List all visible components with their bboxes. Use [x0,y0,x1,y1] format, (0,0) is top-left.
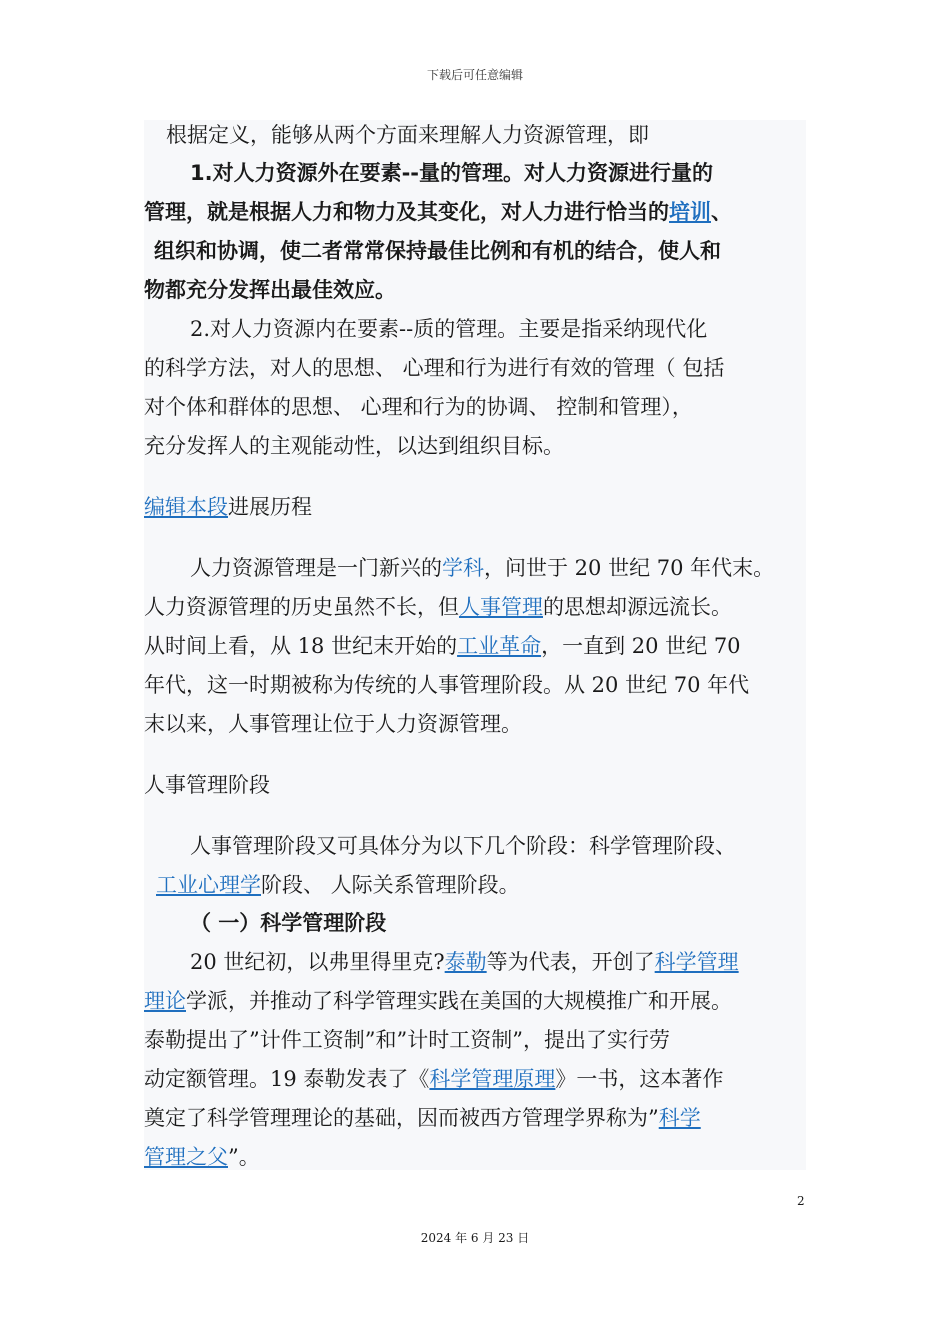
paragraph-line-bold [190,158,713,188]
paragraph-line-bold [154,236,721,266]
text: 奠定了科学管理理论的基础，因而被西方管理学界称为” [144,1106,659,1130]
paragraph-line [144,592,732,622]
text: ，问世于 20 世纪 70 年代末。 [484,556,775,580]
link-peixun[interactable]: 培训 [669,200,711,224]
text: 根据定义，能够从两个方面来理解人力资源管理，即 [166,123,649,147]
paragraph-line [144,1025,670,1055]
text: 末以来，人事管理让位于人力资源管理。 [144,712,522,736]
text: 的科学方法，对人的思想、 心理和行为进行有效的管理（ 包括 [144,356,725,380]
paragraph-line-bold [144,197,732,227]
paragraph-line [144,1142,260,1172]
text: 2.对人力资源内在要素--质的管理。主要是指采纳现代化 [190,317,708,341]
text: 阶段、 人际关系管理阶段。 [261,873,520,897]
paragraph-line [144,631,741,661]
paragraph-line [144,353,724,383]
link-kexue-guanli[interactable]: 科学管理 [654,950,739,974]
paragraph-line [144,709,522,739]
link-guanli-zhi-fu[interactable]: 管理之父 [144,1145,228,1169]
text: 1.对人力资源外在要素--量的管理。对人力资源进行量的 [190,161,714,185]
paragraph-line [144,670,749,700]
text: 人力资源管理是一门新兴的 [190,556,442,580]
paragraph-line [190,314,707,344]
subsection-heading: （ 一）科学管理阶段 [190,911,387,935]
section-heading: 人事管理阶段 [144,773,270,797]
text: 动定额管理。19 泰勒发表了《 [144,1067,430,1091]
link-gongye-xinlixue[interactable]: 工业心理学 [156,873,261,897]
link-renshi-guanli[interactable]: 人事管理 [459,595,543,619]
text: 、 [711,200,732,224]
text: 年代，这一时期被称为传统的人事管理阶段。从 20 世纪 70 年代 [144,673,750,697]
text: 管理，就是根据人力和物力及其变化，对人力进行恰当的 [144,200,669,224]
paragraph-line [144,1103,701,1133]
text: 20 世纪初，以弗里得里克? [190,950,445,974]
link-xueke[interactable]: 学科 [442,556,484,580]
link-gongye-geming[interactable]: 工业革命 [457,634,542,658]
paragraph-line [166,120,649,150]
text: 从时间上看，从 18 世纪末开始的 [144,634,458,658]
text: 组织和协调，使二者常常保持最佳比例和有机的结合，使人和 [154,239,721,263]
page-footer-date: 2024 年 6 月 23 日 [420,1231,530,1245]
text: 泰勒提出了”计件工资制”和”计时工资制”，提出了实行劳 [144,1028,670,1052]
text: 》一书，这本著作 [555,1067,724,1091]
paragraph-line-bold [144,275,396,305]
link-lilun[interactable]: 理论 [144,989,186,1013]
section-heading [144,492,312,522]
text: 充分发挥人的主观能动性，以达到组织目标。 [144,434,564,458]
text: 学派，并推动了科学管理实践在美国的大规模推广和开展。 [186,989,732,1013]
link-kexue[interactable]: 科学 [658,1106,701,1130]
text: 人力资源管理的历史虽然不长，但 [144,595,459,619]
edit-section-link[interactable]: 编辑本段 [144,495,228,519]
paragraph-line [144,986,732,1016]
heading-text: 进展历程 [228,495,312,519]
paragraph-line [144,392,693,422]
text: ”。 [228,1145,260,1169]
paragraph-line [156,870,520,900]
text: ，一直到 20 世纪 70 [541,634,741,658]
page-header: 下载后可任意编辑 [426,68,523,82]
paragraph-line [190,553,774,583]
paragraph-line [190,947,739,977]
link-kexue-guanli-yuanli[interactable]: 科学管理原理 [429,1067,556,1091]
text: 等为代表，开创了 [486,950,655,974]
paragraph-line [144,1064,723,1094]
text: 的思想却源远流长。 [543,595,732,619]
text: 物都充分发挥出最佳效应。 [144,278,396,302]
document-body [144,120,806,1170]
text: 对个体和群体的思想、 心理和行为的协调、 控制和管理）， [144,395,693,419]
page-number: 2 [797,1194,805,1208]
paragraph-line [144,431,564,461]
link-taile[interactable]: 泰勒 [444,950,487,974]
paragraph-line [190,831,736,861]
text: 人事管理阶段又可具体分为以下几个阶段：科学管理阶段、 [190,834,736,858]
